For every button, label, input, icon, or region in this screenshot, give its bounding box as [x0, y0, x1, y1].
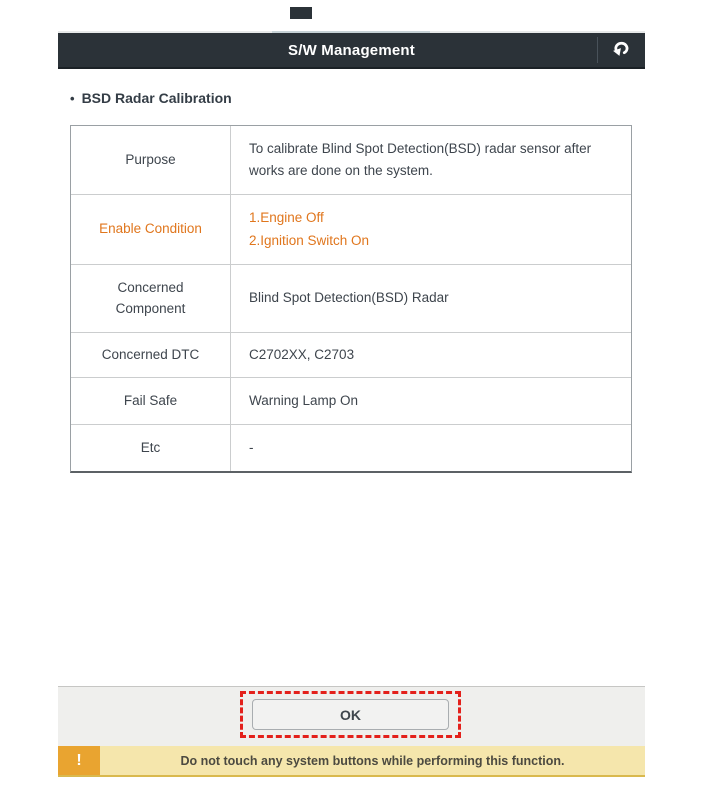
row-label-cell: Etc	[71, 425, 231, 471]
spec-table	[70, 125, 632, 473]
row-label-cell: Purpose	[71, 126, 231, 194]
row-value-cell: -	[249, 439, 254, 455]
table-row	[71, 195, 631, 265]
return-arrow-icon	[611, 38, 633, 63]
section-label	[70, 90, 630, 106]
title-bar	[58, 33, 645, 69]
ok-button[interactable]: OK	[252, 699, 449, 730]
page-title: S/W Management	[288, 41, 415, 59]
warning-bar	[58, 746, 645, 777]
top-marker	[290, 7, 312, 19]
row-value-cell: C2702XX, C2703	[249, 346, 355, 362]
row-label-cell: Concerned Component	[71, 265, 231, 332]
table-row	[71, 333, 631, 378]
row-value-cell: Warning Lamp On	[249, 392, 359, 408]
row-label-cell: Fail Safe	[71, 378, 231, 424]
section-title: BSD Radar Calibration	[81, 90, 232, 106]
row-value-cell: Blind Spot Detection(BSD) Radar	[249, 290, 449, 306]
row-value-cell: To calibrate Blind Spot Detection(BSD) radar sensor after works are done on the system.	[249, 140, 592, 178]
footer-bar	[58, 686, 645, 746]
row-value-cell: 1.Engine Off 2.Ignition Switch On	[249, 210, 370, 248]
table-row	[71, 425, 631, 471]
warning-message: Do not touch any system buttons while performing this function.	[180, 753, 565, 768]
table-row	[71, 265, 631, 333]
ok-highlight-box	[240, 691, 461, 738]
table-row	[71, 378, 631, 425]
row-label-cell: Enable Condition	[71, 195, 231, 264]
table-row	[71, 126, 631, 195]
row-label-cell: Concerned DTC	[71, 333, 231, 377]
return-button[interactable]	[598, 33, 645, 67]
warning-exclamation-icon: !	[58, 746, 100, 775]
bullet-icon: •	[70, 91, 75, 106]
